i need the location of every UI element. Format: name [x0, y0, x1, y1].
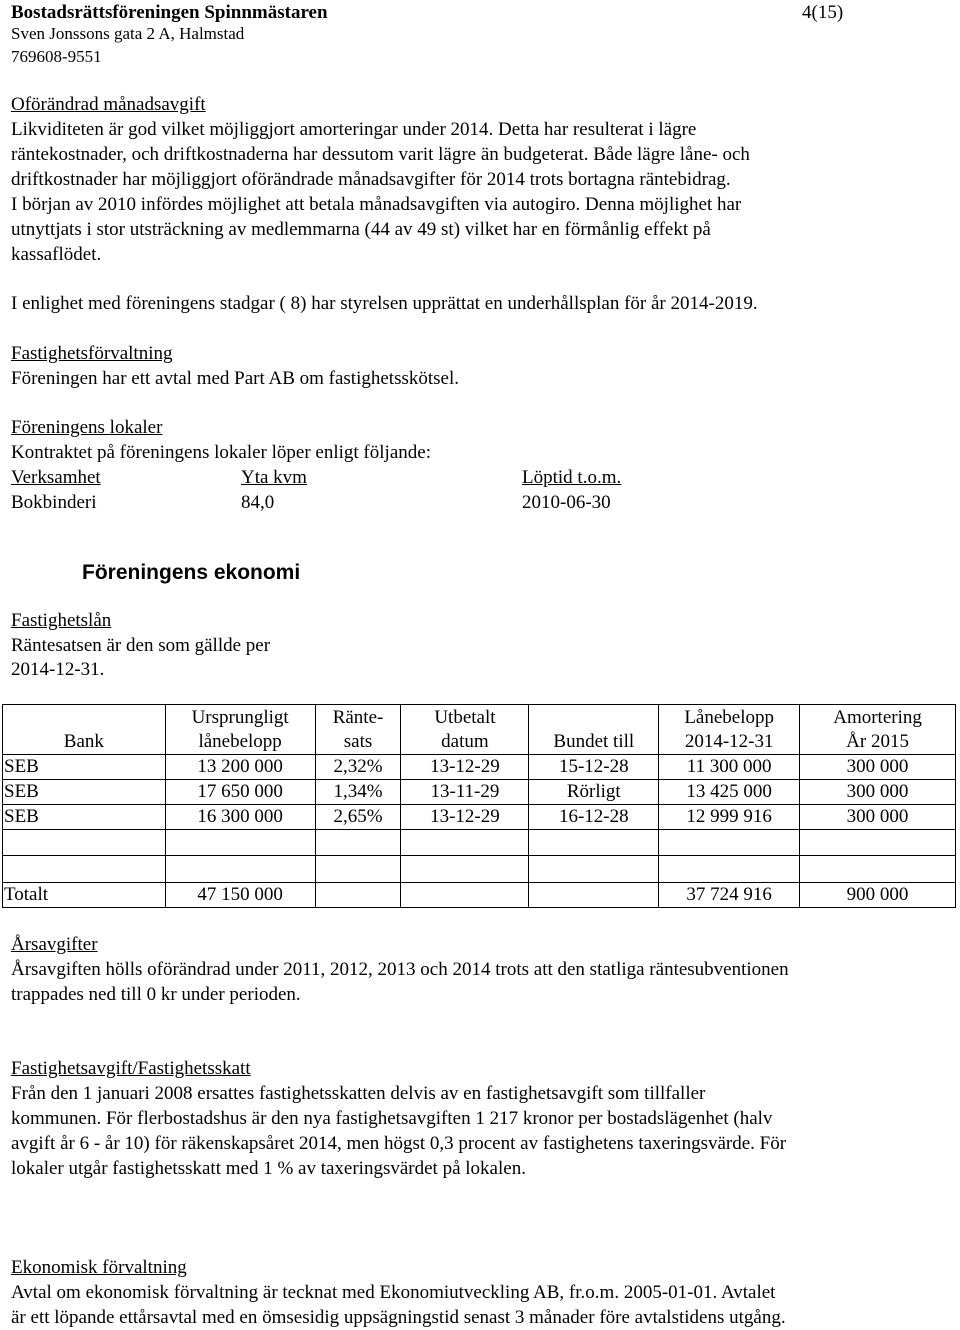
- table-cell: [165, 830, 315, 856]
- fee-line: Likviditeten är god vilket möjliggjort amorteringar under 2014. Detta har resulterat i lägre: [11, 119, 697, 140]
- table-cell: [800, 830, 956, 856]
- table-cell: 300 000: [800, 780, 956, 805]
- table-cell: [529, 883, 659, 908]
- table-cell: 13-12-29: [401, 805, 529, 830]
- table-cell: [529, 856, 659, 883]
- management-heading: Fastighetsförvaltning: [11, 343, 173, 364]
- table-cell: 2,65%: [315, 805, 401, 830]
- premises-heading: Föreningens lokaler: [11, 417, 163, 438]
- fee-line: räntekostnader, och driftkostnaderna har dessutom varit lägre än budgeterat. Både lägre låne- och: [11, 144, 750, 165]
- table-cell: [315, 830, 401, 856]
- fee-line: driftkostnader har möjliggjort oförändrade månadsavgifter för 2014 trots bortagna räntebidrag.: [11, 169, 731, 190]
- table-row-total: [3, 883, 956, 908]
- financial-mgmt-line: Avtal om ekonomisk förvaltning är tecknat med Ekonomiutveckling AB, fr.o.m. 2005-01-01. Avtalet: [11, 1282, 776, 1303]
- property-tax-line: avgift år 6 - år 10) för räkenskapsåret 2014, men högst 0,3 procent av fastighetens taxeringsvärde. För: [11, 1133, 787, 1154]
- table-cell: 2,32%: [315, 755, 401, 780]
- premises-intro: Kontraktet på föreningens lokaler löper enligt följande:: [11, 442, 431, 463]
- loans-heading: Fastighetslån: [11, 610, 112, 631]
- table-cell: [315, 883, 401, 908]
- table-cell: 1,34%: [315, 780, 401, 805]
- financial-mgmt-paragraph: [11, 1280, 941, 1330]
- table-cell: 13-11-29: [401, 780, 529, 805]
- fee-line: utnyttjats i stor utsträckning av medlemmarna (44 av 49 st) vilket har en förmånlig effekt på: [11, 219, 711, 240]
- premises-activity: Bokbinderi: [11, 492, 97, 513]
- table-cell: [529, 830, 659, 856]
- table-cell: Totalt: [3, 883, 166, 908]
- management-text: Föreningen har ett avtal med Part AB om fastighetsskötsel.: [11, 368, 460, 389]
- table-row-empty: [3, 830, 956, 856]
- annual-fee-paragraph: [11, 957, 941, 1007]
- table-cell: SEB: [3, 805, 166, 830]
- table-cell: SEB: [3, 780, 166, 805]
- annual-fee-heading: Årsavgifter: [11, 934, 98, 955]
- annual-fee-line: Årsavgiften hölls oförändrad under 2011, 2012, 2013 och 2014 trots att den statliga räntesubventionen: [11, 959, 789, 980]
- table-cell: 15-12-28: [529, 755, 659, 780]
- table-cell: [3, 830, 166, 856]
- table-cell: 16 300 000: [165, 805, 315, 830]
- table-cell: 13 425 000: [659, 780, 800, 805]
- table-cell: 12 999 916: [659, 805, 800, 830]
- table-cell: 13-12-29: [401, 755, 529, 780]
- loans-intro: Räntesatsen är den som gällde per: [11, 635, 271, 656]
- financial-mgmt-line: är ett löpande ettårsavtal med en ömsesidig uppsägningstid senast 3 månader före avtalstidens utgång.: [11, 1307, 786, 1328]
- table-row: [3, 755, 956, 780]
- header-cell: Bank: [3, 705, 166, 755]
- table-cell: 37 724 916: [659, 883, 800, 908]
- table-cell: 16-12-28: [529, 805, 659, 830]
- property-tax-heading: Fastighetsavgift/Fastighetsskatt: [11, 1058, 251, 1079]
- page-number: 4(15): [802, 2, 844, 23]
- property-tax-paragraph: [11, 1081, 941, 1181]
- loans-date: 2014-12-31.: [11, 659, 105, 680]
- property-tax-line: Från den 1 januari 2008 ersattes fastighetsskatten delvis av en fastighetsavgift som tillfaller: [11, 1083, 706, 1104]
- table-cell: 900 000: [800, 883, 956, 908]
- table-cell: 300 000: [800, 805, 956, 830]
- economy-title: Föreningens ekonomi: [82, 561, 301, 584]
- loan-table: [2, 704, 956, 908]
- fee-line: I början av 2010 infördes möjlighet att betala månadsavgiften via autogiro. Denna möjlighet har: [11, 194, 742, 215]
- table-cell: [800, 856, 956, 883]
- premises-col-activity: Verksamhet: [11, 467, 101, 488]
- premises-area: 84,0: [241, 492, 275, 513]
- table-cell: 13 200 000: [165, 755, 315, 780]
- header-cell: Utbetalt datum: [401, 705, 529, 755]
- header-cell: Amortering År 2015: [800, 705, 956, 755]
- fee-heading: Oförändrad månadsavgift: [11, 94, 206, 115]
- table-row: [3, 805, 956, 830]
- premises-term: 2010-06-30: [522, 492, 611, 513]
- table-cell: 11 300 000: [659, 755, 800, 780]
- table-cell: SEB: [3, 755, 166, 780]
- org-name: Bostadsrättsföreningen Spinnmästaren: [11, 2, 328, 23]
- table-cell: [401, 883, 529, 908]
- table-cell: [659, 830, 800, 856]
- table-cell: 300 000: [800, 755, 956, 780]
- header-cell: Ränte- sats: [315, 705, 401, 755]
- premises-col-term: Löptid t.o.m.: [522, 467, 622, 488]
- annual-fee-line: trappades ned till 0 kr under perioden.: [11, 984, 301, 1005]
- table-cell: 47 150 000: [165, 883, 315, 908]
- table-cell: [401, 830, 529, 856]
- org-number: 769608-9551: [11, 47, 102, 66]
- fee-line: kassaflödet.: [11, 244, 102, 265]
- maintenance-plan-text: I enlighet med föreningens stadgar ( 8) har styrelsen upprättat en underhållsplan för år 2014-2019.: [11, 293, 758, 314]
- loan-table-header: [3, 705, 956, 755]
- header-cell: Ursprungligt lånebelopp: [165, 705, 315, 755]
- financial-mgmt-heading: Ekonomisk förvaltning: [11, 1257, 187, 1278]
- header-cell: Lånebelopp 2014-12-31: [659, 705, 800, 755]
- property-tax-line: lokaler utgår fastighetsskatt med 1 % av taxeringsvärdet på lokalen.: [11, 1158, 526, 1179]
- table-cell: [401, 856, 529, 883]
- table-cell: [659, 856, 800, 883]
- org-address: Sven Jonssons gata 2 A, Halmstad: [11, 24, 245, 43]
- table-cell: [165, 856, 315, 883]
- table-cell: [3, 856, 166, 883]
- property-tax-line: kommunen. För flerbostadshus är den nya fastighetsavgiften 1 217 kronor per bostadslägenhet (halv: [11, 1108, 773, 1129]
- table-cell: [315, 856, 401, 883]
- table-cell: 17 650 000: [165, 780, 315, 805]
- premises-col-area: Yta kvm: [241, 467, 307, 488]
- table-cell: Rörligt: [529, 780, 659, 805]
- header-cell: Bundet till: [529, 705, 659, 755]
- table-row-empty: [3, 856, 956, 883]
- fee-paragraph: [11, 117, 941, 267]
- table-row: [3, 780, 956, 805]
